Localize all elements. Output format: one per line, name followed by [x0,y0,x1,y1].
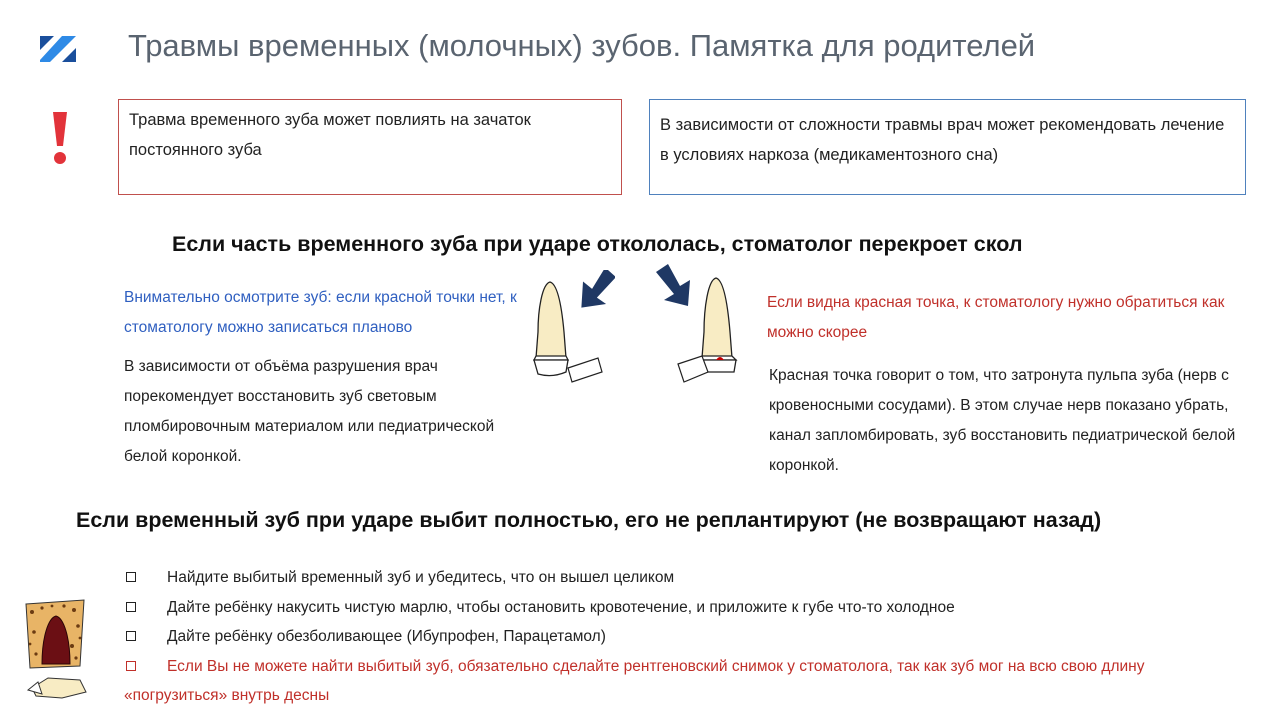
checkbox-square-icon [126,602,136,612]
list-item: Дайте ребёнку накусить чистую марлю, чтобы остановить кровотечение, и приложите к губе что-то холодное [124,593,1244,623]
exclamation-icon [46,110,74,168]
brand-logo-icon [40,32,76,66]
list-item: Если Вы не можете найти выбитый зуб, обязательно сделайте рентгеновский снимок у стоматолога, так как зуб мог на всю свою длину «погрузиться» внутрь десны [124,657,1145,704]
no-red-dot-note: Внимательно осмотрите зуб: если красной точки нет, к стоматологу можно записаться планово [124,289,517,336]
tooth-socket-illustration [22,598,94,702]
list-item: Найдите выбитый временный зуб и убедитесь, что он вышел целиком [124,563,1244,593]
chipped-tooth-red-dot-illustration [650,260,750,395]
section-heading-chipped-tooth: Если часть временного зуба при ударе откололась, стоматолог перекроет скол [172,232,1023,256]
restoration-info-text: В зависимости от объёма разрушения врач порекомендует восстановить зуб световым пломбировочным материалом или педиатрической белой коронкой. [124,358,495,465]
pulp-treatment-text: Красная точка говорит о том, что затронута пульпа зуба (нерв с кровеносными сосудами). В этом случае нерв показано убрать, канал запломбировать, зуб восстановить педиатрической белой коронкой. [769,367,1236,474]
chipped-tooth-illustration [520,270,615,395]
checkbox-square-icon [126,572,136,582]
page-title: Травмы временных (молочных) зубов. Памятка для родителей [128,28,1036,63]
first-aid-checklist [124,563,1244,711]
checkbox-square-icon [126,661,136,671]
notice-box-anesthesia: В зависимости от сложности травмы врач может рекомендовать лечение в условиях наркоза (медикаментозного сна) [649,99,1246,195]
red-dot-urgent-note: Если видна красная точка, к стоматологу нужно обратиться как можно скорее [767,294,1225,341]
section-heading-knocked-out-tooth: Если временный зуб при ударе выбит полностью, его не реплантируют (не возвращают назад) [76,508,1102,532]
checkbox-square-icon [126,631,136,641]
notice-box-pulp-risk: Травма временного зуба может повлиять на зачаток постоянного зуба [118,99,622,195]
list-item: Дайте ребёнку обезболивающее (Ибупрофен, Парацетамол) [124,622,1244,652]
